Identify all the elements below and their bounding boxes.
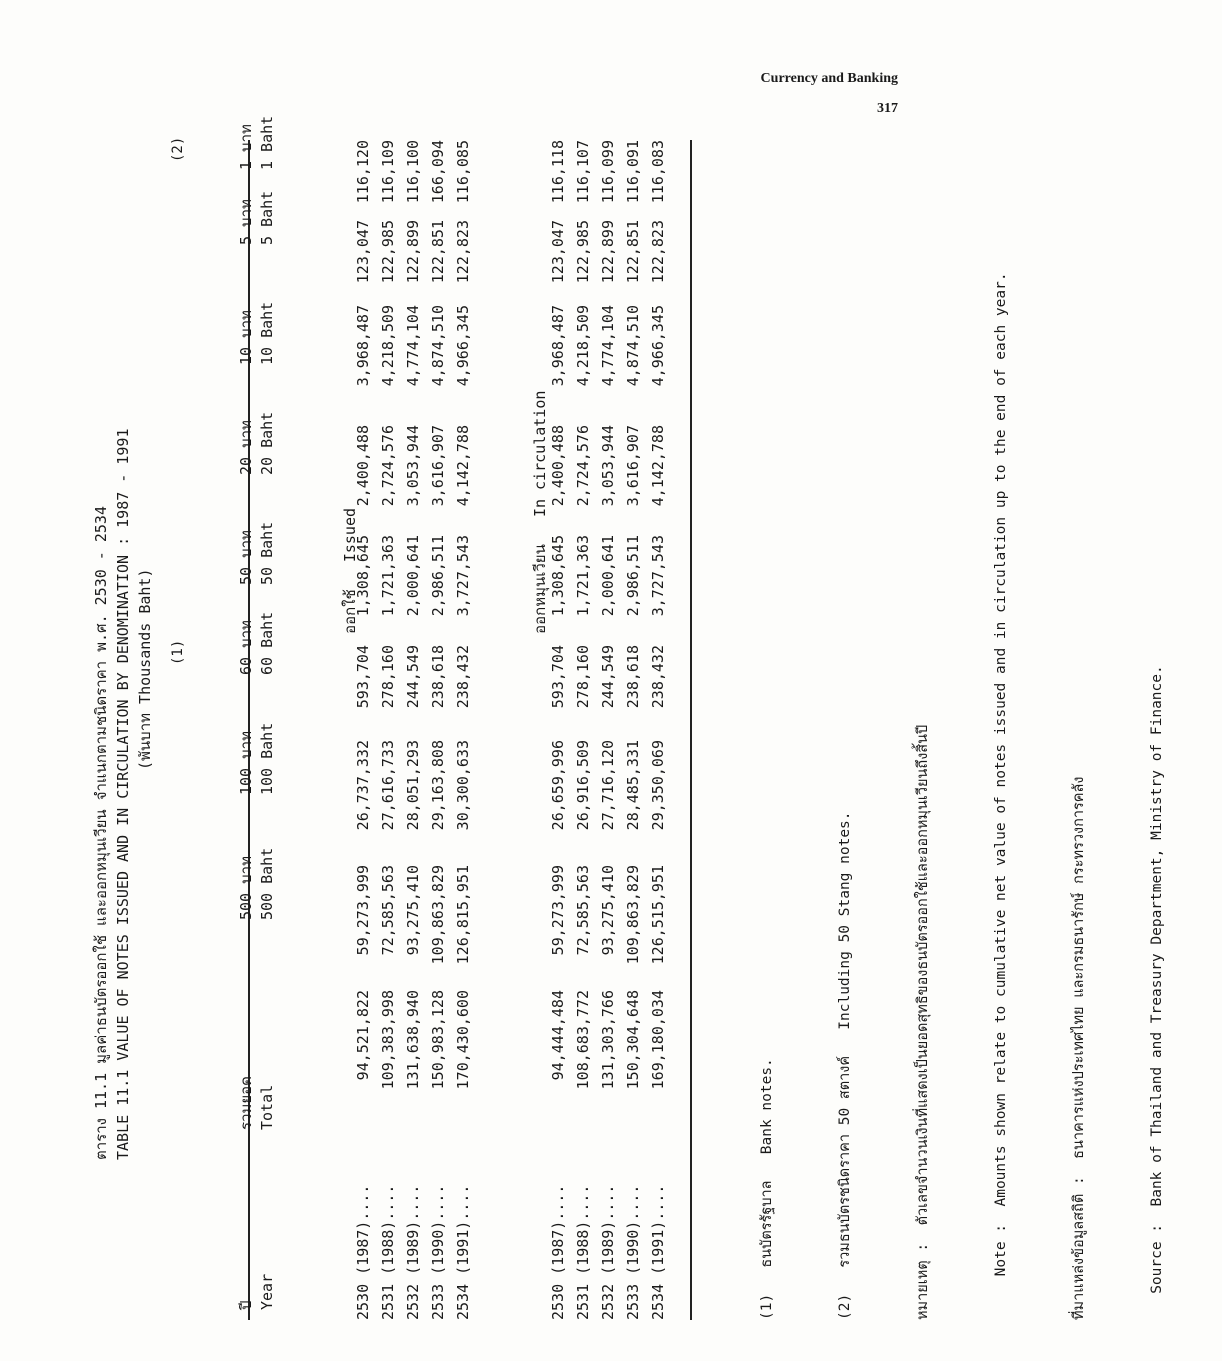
value-cell: 131,638,940 (403, 990, 422, 1090)
source-english: Source : Bank of Thailand and Treasury Department, Ministry of Finance. (1149, 665, 1165, 1320)
value-cell: 109,863,829 (623, 865, 642, 965)
value-cell: 2,986,511 (428, 535, 447, 617)
value-cell: 2,724,576 (573, 425, 592, 507)
value-cell: 244,549 (598, 645, 617, 709)
value-cell: 1,721,363 (573, 535, 592, 617)
value-cell: 122,899 (598, 220, 617, 284)
table-row (375, 140, 400, 1320)
value-cell: 2,000,641 (598, 535, 617, 617)
value-cell: 28,485,331 (623, 740, 642, 831)
value-cell: 30,300,633 (453, 740, 472, 831)
value-cell: 3,968,487 (353, 305, 372, 387)
col-50: 50 บาท 50 Baht (237, 521, 276, 585)
value-cell: 28,051,293 (403, 740, 422, 831)
circulation-table (545, 140, 670, 1320)
value-cell: 593,704 (548, 645, 567, 709)
value-cell: 122,851 (428, 220, 447, 284)
value-cell: 4,966,345 (453, 305, 472, 387)
value-cell: 116,100 (403, 140, 422, 204)
title-thai: ตาราง 11.1 มูลค่าธนบัตรออกใช้ และออกหมุนเวียน จำแนกตามชนิดราคา พ.ศ. 2530 - 2534 (92, 506, 110, 1160)
value-cell: 116,099 (598, 140, 617, 204)
value-cell: 116,085 (453, 140, 472, 204)
value-cell: 4,218,509 (573, 305, 592, 387)
year-cell: 2532 (1989).... (403, 1184, 422, 1320)
value-cell: 72,585,563 (378, 865, 397, 956)
value-cell: 166,094 (428, 140, 447, 204)
year-cell: 2533 (1990).... (623, 1184, 642, 1320)
table-row (570, 140, 595, 1320)
value-cell: 3,616,907 (623, 425, 642, 507)
value-cell: 116,118 (548, 140, 567, 204)
value-cell: 109,863,829 (428, 865, 447, 965)
title-english: TABLE 11.1 VALUE OF NOTES ISSUED AND IN CIRCULATION BY DENOMINATION : 1987 - 1991 (114, 428, 132, 1160)
value-cell: 3,727,543 (453, 535, 472, 617)
value-cell: 116,109 (378, 140, 397, 204)
year-cell: 2531 (1988).... (573, 1184, 592, 1320)
note-mark-2: (2) (170, 136, 186, 162)
footnotes (702, 272, 1222, 1320)
value-cell: 116,120 (353, 140, 372, 204)
col-60: 60 บาท 60 Baht (237, 611, 276, 675)
table-row (595, 140, 620, 1320)
table-row (620, 140, 645, 1320)
col-20: 20 บาท 20 Baht (237, 411, 276, 475)
table-row (400, 140, 425, 1320)
value-cell: 27,716,120 (598, 740, 617, 831)
value-cell: 4,142,788 (453, 425, 472, 507)
table-row (545, 140, 570, 1320)
year-cell: 2532 (1989).... (598, 1184, 617, 1320)
value-cell: 122,985 (378, 220, 397, 284)
section-issued: ออกใช้ Issued (341, 507, 359, 634)
note-thai: หมายเหตุ : ตัวเลขจำนวนเงินที่แสดงเป็นยอดสุทธิของธนบัตรออกใช้และออกหมุนเวียนถึงสิ้นปี (915, 724, 931, 1320)
year-cell: 2534 (1991).... (453, 1184, 472, 1320)
footnote-1: (1) ธนบัตรรัฐบาล Bank notes. (759, 1058, 775, 1320)
value-cell: 122,823 (453, 220, 472, 284)
value-cell: 2,400,488 (548, 425, 567, 507)
value-cell: 4,142,788 (648, 425, 667, 507)
value-cell: 238,432 (648, 645, 667, 709)
value-cell: 126,515,951 (648, 865, 667, 965)
value-cell: 59,273,999 (353, 865, 372, 956)
year-cell: 2531 (1988).... (378, 1184, 397, 1320)
value-cell: 3,053,944 (403, 425, 422, 507)
value-cell: 238,432 (453, 645, 472, 709)
value-cell: 170,430,600 (453, 990, 472, 1090)
value-cell: 150,983,128 (428, 990, 447, 1090)
value-cell: 4,774,104 (403, 305, 422, 387)
value-cell: 26,659,996 (548, 740, 567, 831)
value-cell: 2,724,576 (378, 425, 397, 507)
value-cell: 116,091 (623, 140, 642, 204)
value-cell: 26,916,509 (573, 740, 592, 831)
value-cell: 4,874,510 (623, 305, 642, 387)
value-cell: 116,107 (573, 140, 592, 204)
col-10: 10 บาท 10 Baht (237, 301, 276, 365)
value-cell: 131,303,766 (598, 990, 617, 1090)
value-cell: 94,521,822 (353, 990, 372, 1081)
issued-table (350, 140, 475, 1320)
value-cell: 3,727,543 (648, 535, 667, 617)
value-cell: 4,874,510 (428, 305, 447, 387)
section-title: Currency and Banking (760, 71, 898, 86)
value-cell: 150,304,648 (623, 990, 642, 1090)
footnote-2: (2) รวมธนบัตรชนิดราคา 50 สตางค์ Including 50 Stang notes. (837, 811, 853, 1320)
bottom-rule (690, 140, 692, 1320)
value-cell: 29,163,808 (428, 740, 447, 831)
value-cell: 244,549 (403, 645, 422, 709)
value-cell: 93,275,410 (598, 865, 617, 956)
note-mark-1: (1) (170, 639, 186, 665)
value-cell: 123,047 (353, 220, 372, 284)
value-cell: 3,053,944 (598, 425, 617, 507)
col-1: 1 บาท 1 Baht (237, 115, 276, 170)
value-cell: 72,585,563 (573, 865, 592, 956)
year-cell: 2534 (1991).... (648, 1184, 667, 1320)
year-cell: 2533 (1990).... (428, 1184, 447, 1320)
col-5: 5 บาท 5 Baht (237, 190, 276, 245)
value-cell: 278,160 (573, 645, 592, 709)
value-cell: 1,308,645 (353, 535, 372, 617)
table-row (425, 140, 450, 1320)
value-cell: 122,851 (623, 220, 642, 284)
table-row (450, 140, 475, 1320)
value-cell: 122,985 (573, 220, 592, 284)
col-total: รวมยอด Total (237, 1076, 276, 1130)
section-circulation: ออกหมุนเวียน In circulation (531, 390, 549, 634)
value-cell: 4,774,104 (598, 305, 617, 387)
value-cell: 108,683,772 (573, 990, 592, 1090)
value-cell: 4,218,509 (378, 305, 397, 387)
value-cell: 3,616,907 (428, 425, 447, 507)
value-cell: 29,350,069 (648, 740, 667, 831)
table-row (645, 140, 670, 1320)
table-title (90, 429, 156, 1161)
col-100: 100 บาท 100 Baht (237, 722, 276, 795)
value-cell: 2,000,641 (403, 535, 422, 617)
value-cell: 93,275,410 (403, 865, 422, 956)
value-cell: 123,047 (548, 220, 567, 284)
value-cell: 238,618 (623, 645, 642, 709)
source-thai: ที่มาแหล่งข้อมูลสถิติ : ธนาคารแห่งประเทศไทย และกรมธนารักษ์ กระทรวงการคลัง (1071, 776, 1087, 1320)
year-cell: 2530 (1987).... (548, 1184, 567, 1320)
value-cell: 1,721,363 (378, 535, 397, 617)
value-cell: 109,383,998 (378, 990, 397, 1090)
value-cell: 1,308,645 (548, 535, 567, 617)
value-cell: 94,444,484 (548, 990, 567, 1081)
value-cell: 122,823 (648, 220, 667, 284)
value-cell: 122,899 (403, 220, 422, 284)
year-cell: 2530 (1987).... (353, 1184, 372, 1320)
value-cell: 238,618 (428, 645, 447, 709)
value-cell: 278,160 (378, 645, 397, 709)
table-row (350, 140, 375, 1320)
value-cell: 116,083 (648, 140, 667, 204)
col-500: 500 บาท 500 Baht (237, 847, 276, 920)
value-cell: 3,968,487 (548, 305, 567, 387)
value-cell: 26,737,332 (353, 740, 372, 831)
value-cell: 126,815,951 (453, 865, 472, 965)
note-english: Note : Amounts shown relate to cumulative net value of notes issued and in circulation up to the end of each year. (993, 272, 1009, 1320)
value-cell: 2,986,511 (623, 535, 642, 617)
value-cell: 2,400,488 (353, 425, 372, 507)
col-year: ปี Year (237, 1273, 276, 1310)
value-cell: 27,616,733 (378, 740, 397, 831)
rotated-table-page (90, 115, 1165, 1320)
unit-label: (พันบาท Thousands Baht) (136, 568, 154, 770)
value-cell: 59,273,999 (548, 865, 567, 956)
value-cell: 169,180,034 (648, 990, 667, 1090)
value-cell: 593,704 (353, 645, 372, 709)
page-header (761, 64, 898, 124)
value-cell: 4,966,345 (648, 305, 667, 387)
page-number: 317 (877, 101, 898, 116)
